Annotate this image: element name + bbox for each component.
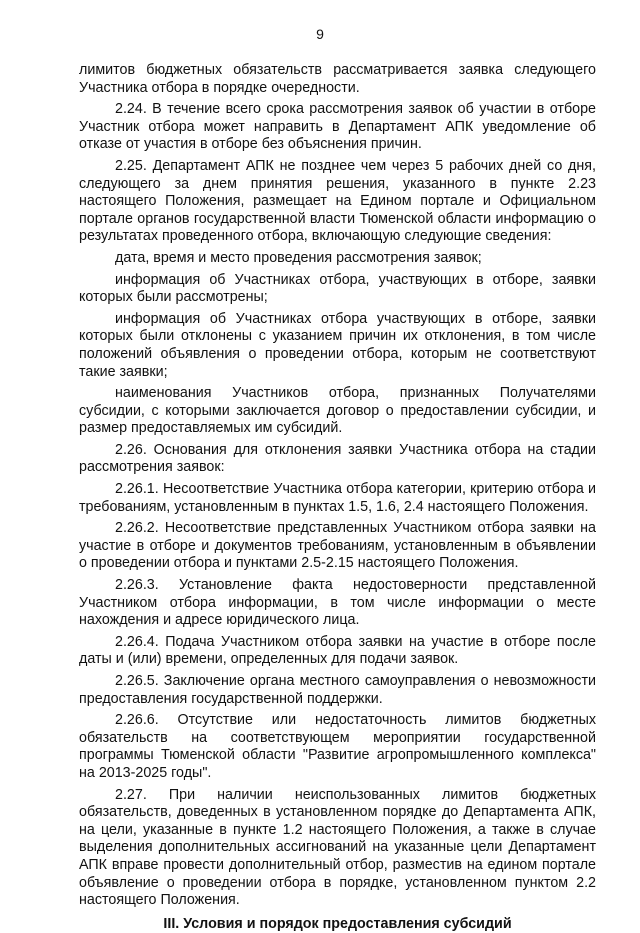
paragraph-2-25: 2.25. Департамент АПК не позднее чем через 5 рабочих дней со дня, следующего за днем принятия решения, указанного в пункте 2.23 настоящего Положения, размещает на Едином портале и Официальном портале органов государственной власти Тюменской области информацию о результатах проведенного отбора, включающую следующие сведения: xyxy=(79,157,596,245)
paragraph-2-26-3: 2.26.3. Установление факта недостоверности представленной Участником отбора информации, в том числе информации о месте нахождения и адресе юридического лица. xyxy=(79,577,596,629)
paragraph-2-26-4: 2.26.4. Подача Участником отбора заявки на участие в отборе после даты и (или) времени, определенных для подачи заявок. xyxy=(79,633,596,668)
list-item-subsidy-recipients: наименования Участников отбора, признанных Получателями субсидии, с которыми заключается договор о предоставлении субсидии, и размер предоставляемых им субсидий. xyxy=(79,385,596,437)
list-item-rejected-participants: информация об Участниках отбора участвующих в отборе, заявки которых были отклонены с указанием причин их отклонения, в том числе положений объявления о проведении отбора, которым не соответствуют такие заявки; xyxy=(79,310,596,380)
paragraph-2-26-2: 2.26.2. Несоответствие представленных Участником отбора заявки на участие в отборе и документов требованиям, установленным в объявлении о проведении отбора и пунктами 2.5-2.15 настоящего Положения. xyxy=(79,520,596,572)
paragraph-2-26-6: 2.26.6. Отсутствие или недостаточность лимитов бюджетных обязательств на соответствующем мероприятии государственной программы Тюменской области "Развитие агропромышленного комплекса" на 2013-2025 годы". xyxy=(79,712,596,781)
paragraph-continuation: лимитов бюджетных обязательств рассматривается заявка следующего Участника отбора в порядке очередности. xyxy=(79,62,596,96)
list-item-reviewed-participants: информация об Участниках отбора, участвующих в отборе, заявки которых были рассмотрены; xyxy=(79,271,596,306)
list-item-date-time-place: дата, время и место проведения рассмотрения заявок; xyxy=(115,249,482,266)
paragraph-2-26: 2.26. Основания для отклонения заявки Участника отбора на стадии рассмотрения заявок: xyxy=(79,441,596,476)
paragraph-2-26-1: 2.26.1. Несоответствие Участника отбора категории, критерию отбора и требованиям, установленным в пунктах 1.5, 1.6, 2.4 настоящего Положения. xyxy=(79,481,596,515)
document-body xyxy=(79,62,596,933)
paragraph-2-27: 2.27. При наличии неиспользованных лимитов бюджетных обязательств, доведенных в установленном порядке до Департамента АПК, на цели, указанные в пункте 1.2 настоящего Положения, а также в случае выделения дополнительных ассигнований на указанные цели Департамент АПК вправе провести дополнительный отбор, разместив на едином портале объявление о проведении отбора в порядке, установленном пунктом 2.2 настоящего Положения. xyxy=(79,786,596,909)
paragraph-2-26-5: 2.26.5. Заключение органа местного самоуправления о невозможности предоставления государственной поддержки. xyxy=(79,673,596,707)
paragraph-2-24: 2.24. В течение всего срока рассмотрения заявок об участии в отборе Участник отбора может направить в Департамент АПК уведомление об отказе от участия в отборе без объяснения причин. xyxy=(79,101,596,153)
section-heading: III. Условия и порядок предоставления субсидий xyxy=(163,915,512,932)
page-number: 9 xyxy=(316,26,324,42)
